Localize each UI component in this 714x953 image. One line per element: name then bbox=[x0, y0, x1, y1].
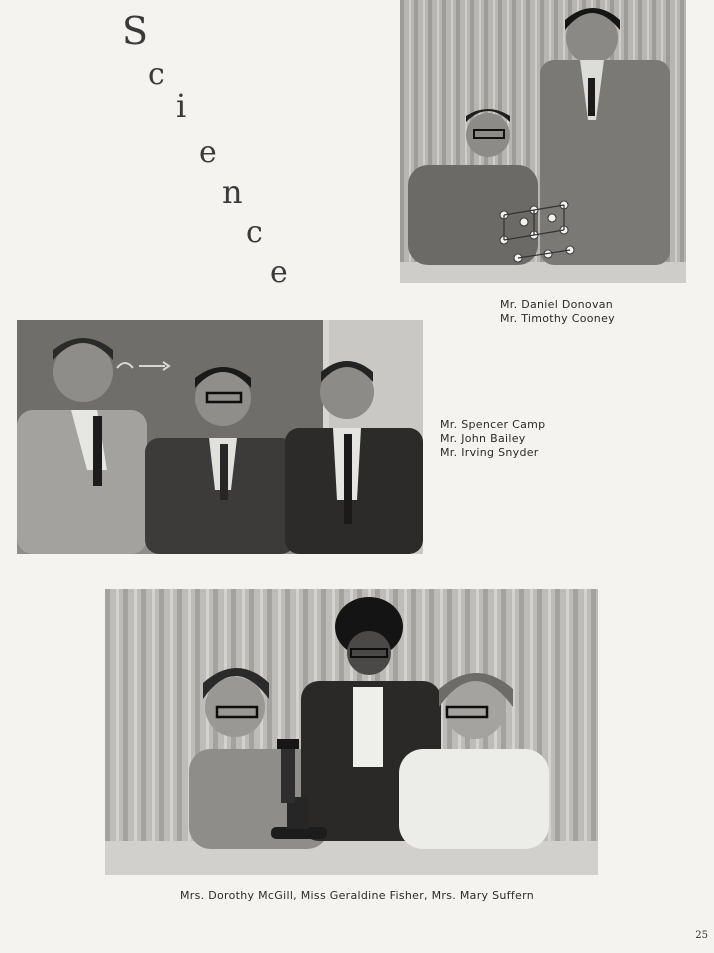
caption-line: Mr. John Bailey bbox=[440, 432, 526, 445]
title-letter-i: i bbox=[176, 87, 187, 125]
page-number: 25 bbox=[695, 930, 708, 941]
title-letter-c: c bbox=[148, 57, 165, 92]
title-letter-e2: e bbox=[270, 255, 288, 290]
caption-line: Mr. Daniel Donovan bbox=[500, 298, 614, 311]
caption-photo2 bbox=[440, 418, 545, 460]
caption-photo3: Mrs. Dorothy McGill, Miss Geraldine Fisher, Mrs. Mary Suffern bbox=[180, 889, 534, 902]
photo-camp-bailey-snyder bbox=[17, 320, 423, 554]
caption-photo1 bbox=[500, 298, 615, 326]
caption-line: Mr. Timothy Cooney bbox=[500, 312, 615, 325]
title-letter-e: e bbox=[199, 135, 217, 170]
title-letter-c2: c bbox=[246, 215, 263, 250]
caption-line: Mr. Irving Snyder bbox=[440, 446, 539, 459]
photo-mcgill-fisher-suffern bbox=[105, 589, 598, 875]
title-letter-s: S bbox=[122, 9, 149, 53]
photo-donovan-cooney bbox=[400, 0, 686, 283]
caption-line: Mr. Spencer Camp bbox=[440, 418, 546, 431]
title-letter-n: n bbox=[222, 173, 243, 211]
